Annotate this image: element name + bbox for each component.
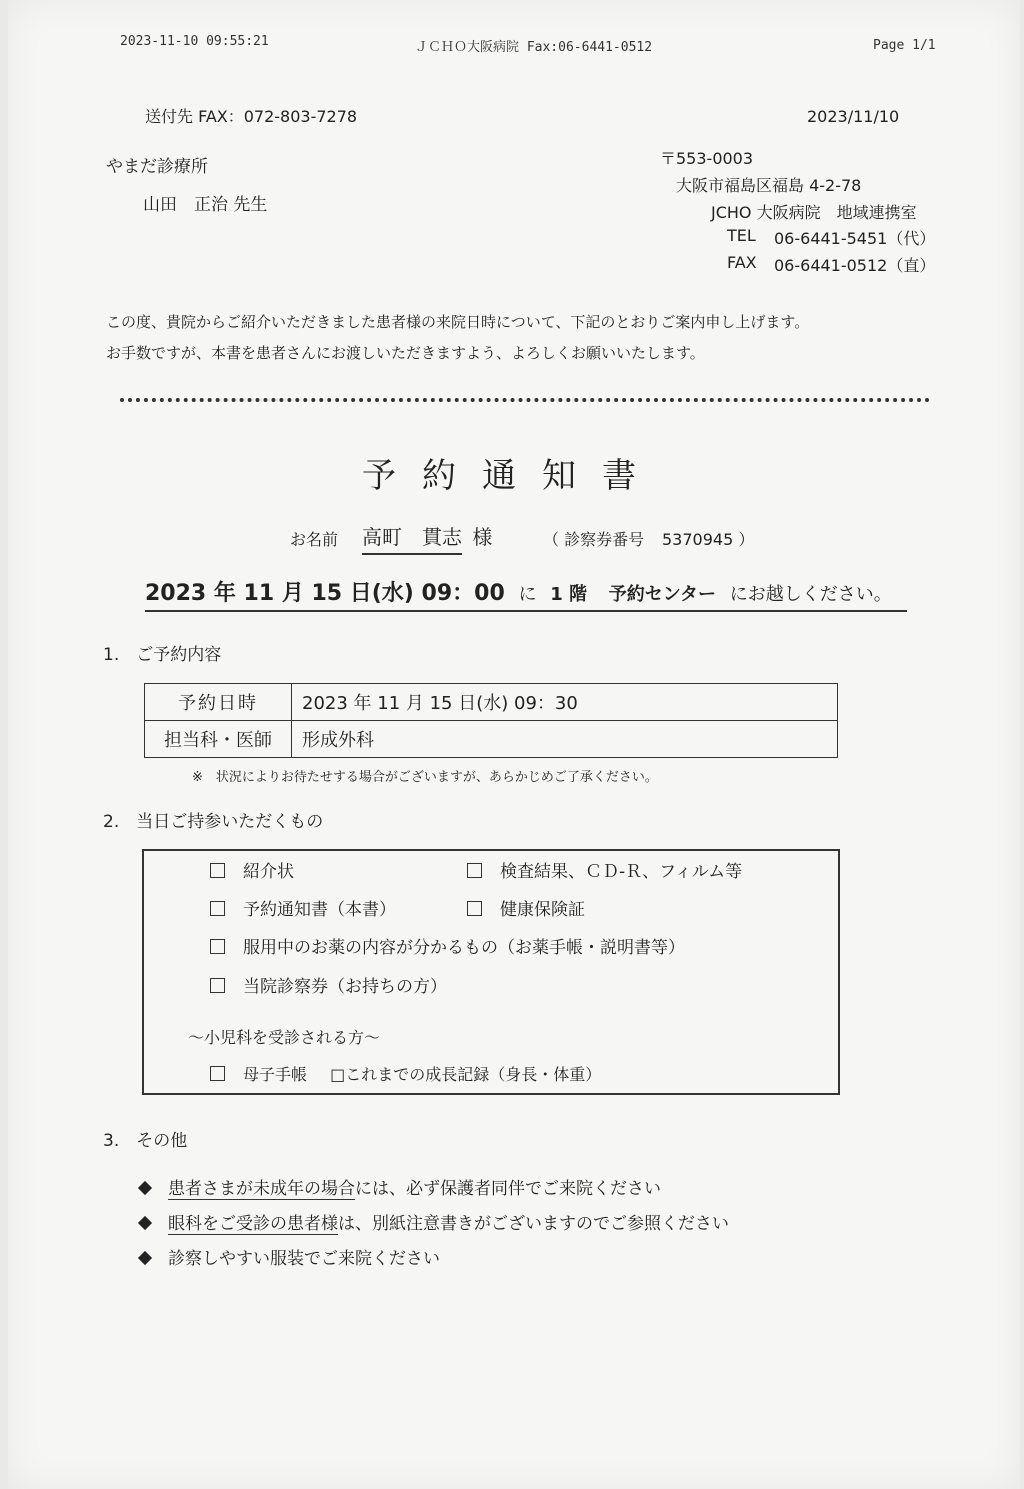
recipient-clinic: やまだ診療所 [106,157,208,177]
intro-line-2: お手数ですが、本書を患者さんにお渡しいただきますよう、よろしくお願いいたします。 [106,344,705,362]
list-item: 当院診察券（お持ちの方） [210,972,447,997]
dotted-divider [120,398,930,402]
checkbox-icon [467,901,482,916]
card-number: 5370945 ） [662,530,755,549]
patient-name-label: お名前 [290,530,339,549]
sender-dept: JCHO 大阪病院 地域連携室 [711,203,917,222]
patient-name [362,521,492,550]
section-1-heading: 1. ご予約内容 [103,645,222,665]
recipient-doctor: 山田 正治 先生 [143,195,268,215]
list-item: 患者さまが未成年の場合には、必ず保護者同伴でご来院ください [140,1174,661,1199]
appointment-place: 予約センター [608,584,717,605]
sender-address: 大阪市福島区福島 4-2-78 [676,176,862,195]
sender-tel: 06-6441-5451（代） [774,229,936,248]
checkbox-icon [210,939,225,954]
document-date: 2023/11/10 [807,107,900,126]
reservation-note: ※ 状況によりお待たせする場合がございますが、あらかじめご了承ください。 [192,770,658,785]
appointment-datetime: 2023 年 11 月 15 日(水) 09：00 [145,581,505,606]
document-title: 予約通知書 [362,456,662,496]
table-row [145,721,838,758]
card-number-label: （ 診察券番号 [543,530,645,549]
appointment-floor: 1 階 [550,584,588,605]
sender-tel-label: TEL [727,226,756,245]
appointment-tail: にお越しください。 [729,584,892,605]
section-2-heading: 2. 当日ご持参いただくもの [103,812,324,832]
pediatric-items: 母子手帳 □これまでの成長記録（身長・体重） [210,1062,601,1085]
department-value: 形成外科 [292,721,838,758]
fax-to: 送付先 FAX：072-803-7278 [145,107,358,126]
department-label: 担当科・医師 [145,721,292,758]
table-row [145,684,838,721]
fax-page: Page 1/1 [873,38,936,53]
diamond-bullet-icon [138,1216,152,1230]
section-3-heading: 3. その他 [103,1131,188,1151]
list-item: 健康保険証 [467,895,585,920]
appointment-line [145,576,907,612]
reservation-date-label: 予約日時 [145,684,292,721]
list-item: 予約通知書（本書） [210,895,396,920]
checkbox-icon [210,978,225,993]
list-item: 服用中のお薬の内容が分かるもの（お薬手帳・説明書等） [210,933,685,958]
pediatric-heading: ～小児科を受診される方～ [188,1028,381,1047]
sender-fax: 06-6441-0512（直） [774,256,936,275]
list-item: 診察しやすい服装でご来院ください [140,1244,440,1269]
list-item: 検査結果、ＣＤ-Ｒ、フィルム等 [467,857,742,882]
sender-postal: 〒553-0003 [660,149,754,168]
list-item: 眼科をご受診の患者様は、別紙注意書きがございますのでご参照ください [140,1209,729,1234]
sender-fax-label: FAX [727,253,757,272]
diamond-bullet-icon [138,1181,152,1195]
diamond-bullet-icon [138,1251,152,1265]
intro-line-1: この度、貴院からご紹介いただきました患者様の来院日時について、下記のとおりご案内申し上げます。 [106,313,810,331]
checkbox-icon [210,863,225,878]
patient-name-value: 高町 貫志 [362,525,462,555]
reservation-table [144,683,838,758]
list-item: 紹介状 [210,857,294,882]
checkbox-icon [210,901,225,916]
checkbox-icon [467,863,482,878]
checkbox-icon [210,1066,225,1081]
appointment-ni: に [518,584,537,605]
fax-sender: ＪＣＨＯ大阪病院 Fax:06-6441-0512 [415,40,653,55]
reservation-date-value: 2023 年 11 月 15 日(水) 09：30 [292,684,838,721]
patient-honorific: 様 [472,525,493,549]
fax-timestamp: 2023-11-10 09:55:21 [120,34,269,49]
